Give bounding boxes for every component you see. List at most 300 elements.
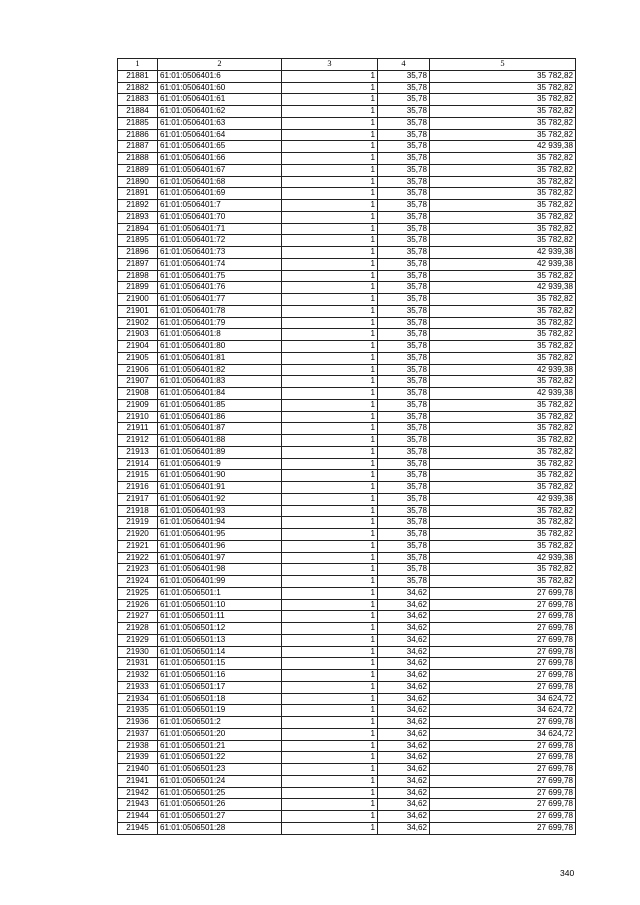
area-cell: 35,78	[378, 211, 430, 223]
row-number-cell: 21909	[118, 399, 158, 411]
area-cell: 35,78	[378, 129, 430, 141]
table-row	[118, 811, 576, 823]
row-number-cell: 21897	[118, 258, 158, 270]
count-cell: 1	[282, 799, 378, 811]
count-cell: 1	[282, 599, 378, 611]
cadastral-number-cell: 61:01:0506501:16	[158, 670, 282, 682]
row-number-cell: 21914	[118, 458, 158, 470]
cadastral-number-cell: 61:01:0506401:98	[158, 564, 282, 576]
row-number-cell: 21939	[118, 752, 158, 764]
row-number-cell: 21923	[118, 564, 158, 576]
value-cell: 35 782,82	[430, 211, 576, 223]
cadastral-number-cell: 61:01:0506401:82	[158, 364, 282, 376]
area-cell: 34,62	[378, 752, 430, 764]
count-cell: 1	[282, 188, 378, 200]
row-number-cell: 21931	[118, 658, 158, 670]
count-cell: 1	[282, 446, 378, 458]
cadastral-number-cell: 61:01:0506501:27	[158, 811, 282, 823]
area-cell: 35,78	[378, 82, 430, 94]
table-row	[118, 728, 576, 740]
value-cell: 27 699,78	[430, 646, 576, 658]
value-cell: 35 782,82	[430, 164, 576, 176]
count-cell: 1	[282, 70, 378, 82]
count-cell: 1	[282, 376, 378, 388]
row-number-cell: 21883	[118, 94, 158, 106]
table-row	[118, 705, 576, 717]
table-row	[118, 376, 576, 388]
row-number-cell: 21904	[118, 341, 158, 353]
value-cell: 35 782,82	[430, 411, 576, 423]
row-number-cell: 21920	[118, 529, 158, 541]
cadastral-number-cell: 61:01:0506401:84	[158, 388, 282, 400]
table-row	[118, 411, 576, 423]
cadastral-number-cell: 61:01:0506501:1	[158, 587, 282, 599]
table-row	[118, 517, 576, 529]
area-cell: 35,78	[378, 352, 430, 364]
cadastral-number-cell: 61:01:0506401:74	[158, 258, 282, 270]
value-cell: 42 939,38	[430, 141, 576, 153]
count-cell: 1	[282, 141, 378, 153]
count-cell: 1	[282, 164, 378, 176]
table-row	[118, 740, 576, 752]
area-cell: 35,78	[378, 70, 430, 82]
value-cell: 35 782,82	[430, 423, 576, 435]
cadastral-number-cell: 61:01:0506401:91	[158, 482, 282, 494]
row-number-cell: 21933	[118, 681, 158, 693]
row-number-cell: 21892	[118, 200, 158, 212]
value-cell: 27 699,78	[430, 752, 576, 764]
table-row	[118, 540, 576, 552]
count-cell: 1	[282, 82, 378, 94]
row-number-cell: 21905	[118, 352, 158, 364]
cadastral-number-cell: 61:01:0506501:2	[158, 717, 282, 729]
row-number-cell: 21915	[118, 470, 158, 482]
value-cell: 27 699,78	[430, 822, 576, 834]
row-number-cell: 21902	[118, 317, 158, 329]
value-cell: 27 699,78	[430, 611, 576, 623]
count-cell: 1	[282, 305, 378, 317]
count-cell: 1	[282, 458, 378, 470]
row-number-cell: 21916	[118, 482, 158, 494]
row-number-cell: 21917	[118, 493, 158, 505]
table-row	[118, 352, 576, 364]
area-cell: 35,78	[378, 329, 430, 341]
cadastral-number-cell: 61:01:0506501:28	[158, 822, 282, 834]
cadastral-number-cell: 61:01:0506401:93	[158, 505, 282, 517]
value-cell: 42 939,38	[430, 258, 576, 270]
table-row	[118, 446, 576, 458]
cadastral-number-cell: 61:01:0506501:18	[158, 693, 282, 705]
table-row	[118, 658, 576, 670]
cadastral-number-cell: 61:01:0506501:10	[158, 599, 282, 611]
table-row	[118, 247, 576, 259]
table-row	[118, 693, 576, 705]
row-number-cell: 21943	[118, 799, 158, 811]
area-cell: 34,62	[378, 693, 430, 705]
row-number-cell: 21889	[118, 164, 158, 176]
count-cell: 1	[282, 658, 378, 670]
value-cell: 35 782,82	[430, 576, 576, 588]
count-cell: 1	[282, 270, 378, 282]
cadastral-number-cell: 61:01:0506401:61	[158, 94, 282, 106]
count-cell: 1	[282, 247, 378, 259]
table-row	[118, 670, 576, 682]
row-number-cell: 21921	[118, 540, 158, 552]
area-cell: 35,78	[378, 164, 430, 176]
value-cell: 27 699,78	[430, 764, 576, 776]
row-number-cell: 21901	[118, 305, 158, 317]
area-cell: 34,62	[378, 646, 430, 658]
cadastral-number-cell: 61:01:0506401:85	[158, 399, 282, 411]
row-number-cell: 21906	[118, 364, 158, 376]
count-cell: 1	[282, 153, 378, 165]
count-cell: 1	[282, 705, 378, 717]
value-cell: 35 782,82	[430, 153, 576, 165]
cadastral-number-cell: 61:01:0506401:75	[158, 270, 282, 282]
table-row	[118, 82, 576, 94]
value-cell: 35 782,82	[430, 294, 576, 306]
row-number-cell: 21890	[118, 176, 158, 188]
row-number-cell: 21907	[118, 376, 158, 388]
value-cell: 35 782,82	[430, 540, 576, 552]
area-cell: 35,78	[378, 176, 430, 188]
cadastral-number-cell: 61:01:0506501:26	[158, 799, 282, 811]
area-cell: 35,78	[378, 552, 430, 564]
row-number-cell: 21932	[118, 670, 158, 682]
value-cell: 27 699,78	[430, 670, 576, 682]
count-cell: 1	[282, 611, 378, 623]
count-cell: 1	[282, 623, 378, 635]
value-cell: 27 699,78	[430, 599, 576, 611]
row-number-cell: 21908	[118, 388, 158, 400]
cadastral-number-cell: 61:01:0506401:83	[158, 376, 282, 388]
count-cell: 1	[282, 341, 378, 353]
area-cell: 35,78	[378, 258, 430, 270]
count-cell: 1	[282, 364, 378, 376]
table-row	[118, 787, 576, 799]
area-cell: 34,62	[378, 775, 430, 787]
cadastral-number-cell: 61:01:0506401:6	[158, 70, 282, 82]
value-cell: 35 782,82	[430, 435, 576, 447]
value-cell: 35 782,82	[430, 517, 576, 529]
value-cell: 35 782,82	[430, 176, 576, 188]
count-cell: 1	[282, 399, 378, 411]
area-cell: 35,78	[378, 282, 430, 294]
cadastral-number-cell: 61:01:0506401:66	[158, 153, 282, 165]
table-row	[118, 552, 576, 564]
area-cell: 35,78	[378, 529, 430, 541]
value-cell: 35 782,82	[430, 376, 576, 388]
count-cell: 1	[282, 540, 378, 552]
table-row	[118, 587, 576, 599]
value-cell: 35 782,82	[430, 564, 576, 576]
cadastral-number-cell: 61:01:0506401:95	[158, 529, 282, 541]
row-number-cell: 21938	[118, 740, 158, 752]
cadastral-number-cell: 61:01:0506501:25	[158, 787, 282, 799]
value-cell: 27 699,78	[430, 775, 576, 787]
value-cell: 35 782,82	[430, 235, 576, 247]
area-cell: 34,62	[378, 587, 430, 599]
value-cell: 35 782,82	[430, 188, 576, 200]
value-cell: 34 624,72	[430, 693, 576, 705]
row-number-cell: 21895	[118, 235, 158, 247]
cadastral-number-cell: 61:01:0506401:70	[158, 211, 282, 223]
value-cell: 27 699,78	[430, 623, 576, 635]
area-cell: 35,78	[378, 564, 430, 576]
area-cell: 35,78	[378, 341, 430, 353]
row-number-cell: 21886	[118, 129, 158, 141]
area-cell: 34,62	[378, 634, 430, 646]
area-cell: 34,62	[378, 611, 430, 623]
value-cell: 35 782,82	[430, 341, 576, 353]
area-cell: 35,78	[378, 364, 430, 376]
cadastral-number-cell: 61:01:0506401:79	[158, 317, 282, 329]
row-number-cell: 21891	[118, 188, 158, 200]
row-number-cell: 21884	[118, 106, 158, 118]
count-cell: 1	[282, 423, 378, 435]
value-cell: 27 699,78	[430, 634, 576, 646]
value-cell: 27 699,78	[430, 799, 576, 811]
table-row	[118, 305, 576, 317]
area-cell: 34,62	[378, 764, 430, 776]
count-cell: 1	[282, 106, 378, 118]
table-row	[118, 775, 576, 787]
row-number-cell: 21941	[118, 775, 158, 787]
table-row	[118, 435, 576, 447]
cadastral-number-cell: 61:01:0506401:88	[158, 435, 282, 447]
area-cell: 35,78	[378, 470, 430, 482]
cadastral-number-cell: 61:01:0506401:67	[158, 164, 282, 176]
area-cell: 35,78	[378, 435, 430, 447]
value-cell: 35 782,82	[430, 70, 576, 82]
count-cell: 1	[282, 634, 378, 646]
value-cell: 35 782,82	[430, 399, 576, 411]
cadastral-number-cell: 61:01:0506401:87	[158, 423, 282, 435]
value-cell: 35 782,82	[430, 317, 576, 329]
area-cell: 34,62	[378, 787, 430, 799]
row-number-cell: 21934	[118, 693, 158, 705]
cadastral-number-cell: 61:01:0506401:68	[158, 176, 282, 188]
value-cell: 35 782,82	[430, 106, 576, 118]
area-cell: 35,78	[378, 411, 430, 423]
area-cell: 34,62	[378, 799, 430, 811]
table-row	[118, 611, 576, 623]
cadastral-number-cell: 61:01:0506401:9	[158, 458, 282, 470]
row-number-cell: 21940	[118, 764, 158, 776]
cadastral-number-cell: 61:01:0506401:8	[158, 329, 282, 341]
area-cell: 35,78	[378, 540, 430, 552]
cadastral-number-cell: 61:01:0506501:23	[158, 764, 282, 776]
row-number-cell: 21882	[118, 82, 158, 94]
row-number-cell: 21929	[118, 634, 158, 646]
table-row	[118, 599, 576, 611]
table-body	[118, 70, 576, 834]
area-cell: 35,78	[378, 235, 430, 247]
value-cell: 27 699,78	[430, 811, 576, 823]
table-row	[118, 717, 576, 729]
row-number-cell: 21911	[118, 423, 158, 435]
cadastral-number-cell: 61:01:0506401:78	[158, 305, 282, 317]
value-cell: 27 699,78	[430, 787, 576, 799]
value-cell: 35 782,82	[430, 270, 576, 282]
area-cell: 35,78	[378, 493, 430, 505]
count-cell: 1	[282, 529, 378, 541]
area-cell: 35,78	[378, 294, 430, 306]
table-row	[118, 564, 576, 576]
value-cell: 42 939,38	[430, 364, 576, 376]
table-row	[118, 235, 576, 247]
table-row	[118, 493, 576, 505]
count-cell: 1	[282, 235, 378, 247]
value-cell: 35 782,82	[430, 82, 576, 94]
cadastral-number-cell: 61:01:0506501:14	[158, 646, 282, 658]
value-cell: 35 782,82	[430, 352, 576, 364]
table-row	[118, 153, 576, 165]
count-cell: 1	[282, 435, 378, 447]
value-cell: 27 699,78	[430, 681, 576, 693]
area-cell: 35,78	[378, 458, 430, 470]
cadastral-number-cell: 61:01:0506401:72	[158, 235, 282, 247]
row-number-cell: 21937	[118, 728, 158, 740]
cadastral-number-cell: 61:01:0506501:15	[158, 658, 282, 670]
row-number-cell: 21887	[118, 141, 158, 153]
area-cell: 34,62	[378, 623, 430, 635]
count-cell: 1	[282, 294, 378, 306]
count-cell: 1	[282, 223, 378, 235]
count-cell: 1	[282, 329, 378, 341]
table-row	[118, 176, 576, 188]
count-cell: 1	[282, 552, 378, 564]
cadastral-number-cell: 61:01:0506401:73	[158, 247, 282, 259]
count-cell: 1	[282, 646, 378, 658]
cadastral-number-cell: 61:01:0506401:81	[158, 352, 282, 364]
count-cell: 1	[282, 211, 378, 223]
area-cell: 34,62	[378, 822, 430, 834]
table-row	[118, 576, 576, 588]
value-cell: 42 939,38	[430, 388, 576, 400]
cadastral-number-cell: 61:01:0506401:64	[158, 129, 282, 141]
count-cell: 1	[282, 388, 378, 400]
cadastral-number-cell: 61:01:0506401:71	[158, 223, 282, 235]
row-number-cell: 21894	[118, 223, 158, 235]
area-cell: 35,78	[378, 446, 430, 458]
cadastral-number-cell: 61:01:0506401:60	[158, 82, 282, 94]
count-cell: 1	[282, 129, 378, 141]
area-cell: 34,62	[378, 599, 430, 611]
table-row	[118, 270, 576, 282]
table-row	[118, 164, 576, 176]
value-cell: 35 782,82	[430, 505, 576, 517]
area-cell: 35,78	[378, 94, 430, 106]
row-number-cell: 21942	[118, 787, 158, 799]
table-row	[118, 764, 576, 776]
cadastral-number-cell: 61:01:0506501:20	[158, 728, 282, 740]
table-row	[118, 329, 576, 341]
table-row	[118, 752, 576, 764]
table-row	[118, 505, 576, 517]
count-cell: 1	[282, 200, 378, 212]
area-cell: 34,62	[378, 705, 430, 717]
area-cell: 35,78	[378, 376, 430, 388]
area-cell: 35,78	[378, 317, 430, 329]
area-cell: 34,62	[378, 670, 430, 682]
value-cell: 35 782,82	[430, 329, 576, 341]
count-cell: 1	[282, 517, 378, 529]
row-number-cell: 21930	[118, 646, 158, 658]
cadastral-number-cell: 61:01:0506401:90	[158, 470, 282, 482]
cadastral-number-cell: 61:01:0506501:13	[158, 634, 282, 646]
area-cell: 35,78	[378, 482, 430, 494]
table-row	[118, 646, 576, 658]
cadastral-number-cell: 61:01:0506501:12	[158, 623, 282, 635]
table-row	[118, 94, 576, 106]
table-row	[118, 364, 576, 376]
table-row	[118, 258, 576, 270]
row-number-cell: 21900	[118, 294, 158, 306]
column-header-4: 4	[378, 59, 430, 71]
value-cell: 35 782,82	[430, 94, 576, 106]
column-header-1: 1	[118, 59, 158, 71]
table-row	[118, 399, 576, 411]
row-number-cell: 21881	[118, 70, 158, 82]
cadastral-number-cell: 61:01:0506401:89	[158, 446, 282, 458]
cadastral-number-cell: 61:01:0506401:99	[158, 576, 282, 588]
value-cell: 35 782,82	[430, 482, 576, 494]
count-cell: 1	[282, 670, 378, 682]
area-cell: 35,78	[378, 576, 430, 588]
table-row	[118, 117, 576, 129]
table-row	[118, 282, 576, 294]
cadastral-number-cell: 61:01:0506401:69	[158, 188, 282, 200]
table-row	[118, 141, 576, 153]
column-header-5: 5	[430, 59, 576, 71]
count-cell: 1	[282, 740, 378, 752]
value-cell: 35 782,82	[430, 446, 576, 458]
area-cell: 34,62	[378, 811, 430, 823]
row-number-cell: 21945	[118, 822, 158, 834]
row-number-cell: 21925	[118, 587, 158, 599]
table-row	[118, 70, 576, 82]
table-row	[118, 200, 576, 212]
cadastral-number-cell: 61:01:0506501:21	[158, 740, 282, 752]
row-number-cell: 21913	[118, 446, 158, 458]
row-number-cell: 21944	[118, 811, 158, 823]
value-cell: 27 699,78	[430, 587, 576, 599]
area-cell: 35,78	[378, 141, 430, 153]
row-number-cell: 21918	[118, 505, 158, 517]
table-row	[118, 317, 576, 329]
row-number-cell: 21922	[118, 552, 158, 564]
count-cell: 1	[282, 176, 378, 188]
row-number-cell: 21936	[118, 717, 158, 729]
area-cell: 35,78	[378, 106, 430, 118]
table-row	[118, 423, 576, 435]
count-cell: 1	[282, 775, 378, 787]
area-cell: 35,78	[378, 247, 430, 259]
row-number-cell: 21919	[118, 517, 158, 529]
table-row	[118, 211, 576, 223]
column-header-2: 2	[158, 59, 282, 71]
value-cell: 35 782,82	[430, 458, 576, 470]
cadastral-number-cell: 61:01:0506401:62	[158, 106, 282, 118]
count-cell: 1	[282, 728, 378, 740]
row-number-cell: 21888	[118, 153, 158, 165]
area-cell: 35,78	[378, 270, 430, 282]
row-number-cell: 21927	[118, 611, 158, 623]
value-cell: 27 699,78	[430, 717, 576, 729]
value-cell: 42 939,38	[430, 247, 576, 259]
value-cell: 34 624,72	[430, 728, 576, 740]
